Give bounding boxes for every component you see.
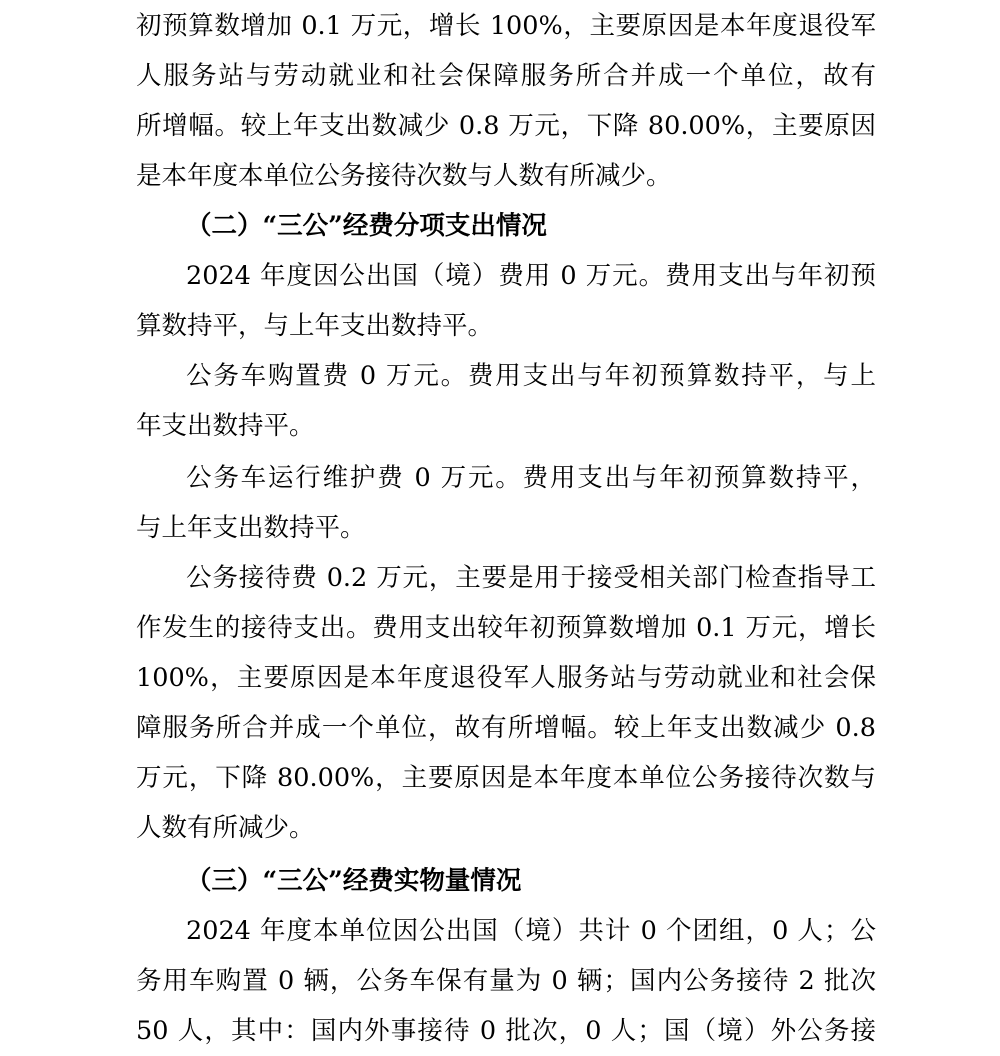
paragraph-line: 初预算数增加 0.1 万元，增长 100%，主要原因是本年度退役军 xyxy=(136,11,876,41)
paragraph-line: 100%，主要原因是本年度退役军人服务站与劳动就业和社会保 xyxy=(136,663,876,693)
paragraph-line: 障服务所合并成一个单位，故有所增幅。较上年支出数减少 0.8 xyxy=(136,713,876,743)
paragraph-line: 是本年度本单位公务接待次数与人数有所减少。 xyxy=(136,161,672,191)
paragraph-line: 务用车购置 0 辆，公务车保有量为 0 辆；国内公务接待 2 批次 xyxy=(136,966,876,996)
paragraph-line: 公务车运行维护费 0 万元。费用支出与年初预算数持平， xyxy=(186,463,876,493)
paragraph-line: 年支出数持平。 xyxy=(136,411,315,441)
paragraph-line: 2024 年度本单位因公出国（境）共计 0 个团组，0 人；公 xyxy=(186,916,876,946)
section-heading-3: （三）“三公”经费实物量情况 xyxy=(186,866,522,896)
paragraph-line: 50 人，其中：国内外事接待 0 批次，0 人；国（境）外公务接 xyxy=(136,1016,876,1046)
paragraph-line: 2024 年度因公出国（境）费用 0 万元。费用支出与年初预 xyxy=(186,261,876,291)
paragraph-line: 人服务站与劳动就业和社会保障服务所合并成一个单位，故有 xyxy=(136,61,876,91)
paragraph-line: 算数持平，与上年支出数持平。 xyxy=(136,311,494,341)
paragraph-line: 公务接待费 0.2 万元，主要是用于接受相关部门检查指导工 xyxy=(186,563,876,593)
section-heading-2: （二）“三公”经费分项支出情况 xyxy=(186,211,547,241)
paragraph-line: 作发生的接待支出。费用支出较年初预算数增加 0.1 万元，增长 xyxy=(136,613,876,643)
paragraph-line: 与上年支出数持平。 xyxy=(136,513,366,543)
paragraph-line: 所增幅。较上年支出数减少 0.8 万元，下降 80.00%，主要原因 xyxy=(136,111,876,141)
paragraph-line: 万元，下降 80.00%，主要原因是本年度本单位公务接待次数与 xyxy=(136,763,876,793)
paragraph-line: 公务车购置费 0 万元。费用支出与年初预算数持平，与上 xyxy=(186,361,876,391)
paragraph-line: 人数有所减少。 xyxy=(136,813,315,843)
